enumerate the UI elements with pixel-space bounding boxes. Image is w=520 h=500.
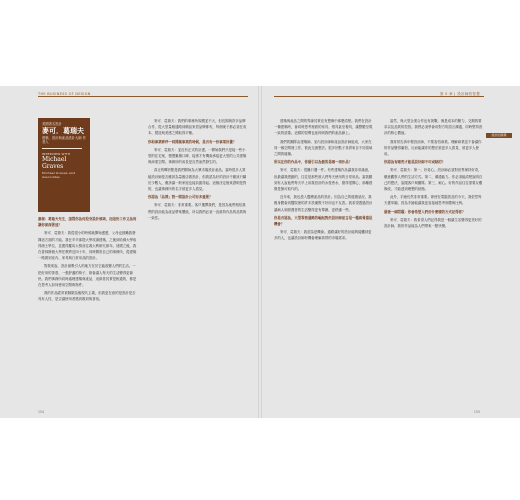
interviewee-name: 麥可．葛瑞夫 [42, 127, 84, 136]
right-column-1 [274, 118, 374, 406]
interview-question: 最後一個問題：你會希望人們用什麼樣的方式記得你？ [384, 209, 466, 214]
left-page [0, 86, 258, 418]
header-rule-left [38, 96, 248, 97]
interview-question: 嘉創：葛瑞夫先生，請問你為何投身設計領域，而這份工作又為何讓你深深著迷？ [38, 217, 137, 228]
body-paragraph: 對我來說，設計最吸引人的地方在於它能改變人們的生活。一把好用的茶壺、一張舒適的椅子，都會讓人每天的生活變得更愉快。我們事務所同時處理建築與產品，這兩者其實是相通的，都是在思考人如何使用空間與物件。 [38, 264, 137, 288]
page-number-left: 154 [38, 410, 45, 414]
body-paragraph: 建築與產品之間的界線其實沒有想像中那麼清楚。我們在設計一棟建築時，會同時思考裡面的家具、燈具甚至餐具，讓整體呈現一致的語彙。這樣的習慣也延伸到我們的產品線上。 [274, 119, 373, 136]
interview-question: 所以在你的作品中，你最引以為傲的是哪一項作品？ [274, 160, 352, 165]
interview-label: INTERVIEW WITH [42, 151, 71, 156]
body-paragraph: 麥可．葛瑞夫：我們的事務所規模並不大，但長期與許多品牌合作，從大型量販通路到精品家居品牌都有，每個案子都必須在成本、製造與美感之間取得平衡。 [148, 119, 247, 136]
body-paragraph: 麥可．葛瑞夫：第一，好奇心。設計師必須對世界保持好奇，願意觀察人們的生活方式。第二，溝通能力。你必須能清楚說明自己的想法，說服客戶與團隊。第三，耐心。好的作品往往需要反覆修改，才能達到理想的狀態。 [384, 168, 483, 192]
interview-question: 你認為「品牌」對一間設計公司有多重要？ [148, 195, 213, 200]
body-paragraph: 麥可．葛瑞夫：非常重要。客戶選擇我們，是因為他們相信我們的設計能為產品帶來價值，所以我們必須一直維持作品的品質與一致性。 [148, 203, 247, 220]
company-name: Michael Graves and Associates [42, 170, 76, 179]
intro-divider [42, 148, 82, 149]
running-head-right: 第 5 章 | 設計師的智慧 [439, 92, 480, 96]
interview-question: 你認為有哪些才能是設計師不可或缺的？ [384, 160, 446, 165]
body-paragraph: 我的作品經常被歸類為後現代主義，但我更在意的是設計是否具有人性、是否讓使用者感到親切與喜悅。 [38, 291, 136, 302]
body-paragraph: 麥可．葛瑞夫：我認為是機會。通路讓好的設計能夠接觸到更多的人，也讓設計師有機會理解真實的市場需求。 [274, 230, 372, 241]
page-number-right: 155 [473, 410, 480, 414]
interviewee-intro-box [38, 118, 90, 212]
left-column-2 [148, 118, 248, 406]
right-column-2 [384, 118, 484, 406]
interviewee-subtitle: 建築、設計與產品設計大師 作者人 [42, 136, 86, 145]
english-name: Michael Graves [42, 155, 67, 171]
body-paragraph: 麥可．葛瑞夫：並沒有正式的計畫。一開始我們只是接一些小型的住宅案，慢慢累積口碑，接著才有機會承接更大型的公共建築與商業空間。事務所的成長是自然而然發生的。 [148, 147, 247, 165]
running-head-left: THE BUSINESS OF DESIGN [38, 92, 91, 96]
chapter-thumb-tab: 設計的商業 [486, 133, 512, 138]
body-paragraph: 我們的團隊由建築師、室內設計師和產品設計師組成，大家在同一個空間裡工作，彼此交流想法。很多好點子其實來自不同領域之間的碰撞。 [274, 139, 373, 157]
right-page [262, 86, 520, 418]
left-column-1 [38, 216, 138, 406]
body-paragraph: 麥可．葛瑞夫：很難只選一件。有些建築作品讓我非常滿意，但最讓我感動的，往往是那些被人們每天使用的日常用品。當我聽到有人說他們每天早上用我設計的水壺煮水，覺得很開心，那種感覺是無可取代的。 [274, 168, 373, 192]
body-paragraph: 我常常告訴年輕設計師，不要害怕商業。理解商業並不會讓你的作品變得庸俗，反而能讓你的想法被更多人看見、被更多人使用。 [384, 139, 482, 157]
body-paragraph: 真正的轉折點是我們開始為大眾市場設計產品。當時很多人質疑設計師是否應該為量販店做設計，但我認為好的設計不應該只屬於少數人，應該讓一般家庭也能負擔得起。這個決定後來證明是對的，也讓事務所的名字被更多人看見。 [148, 168, 247, 192]
interview-question: 你是否認為，大型零售通路的崛起對於設計師而言是一種威脅還是機會？ [274, 215, 373, 227]
header-rule-right [274, 96, 484, 97]
book-spread [0, 86, 520, 418]
body-paragraph: 麥可．葛瑞夫：我從很小的時候就開始畫畫，父母也鼓勵我發揮這方面的才能。我在辛辛那提大學攻讀建築，之後到哈佛大學取得碩士學位，並獲得羅馬大獎前往義大利研究兩年。回國之後，我在普林斯頓大學任教將近四十年，同時開設自己的事務所，從建築一路做到室內、家具與日常用品的設計。 [38, 231, 137, 261]
body-paragraph: 此外，手繪仍然非常重要。即使在電腦普及的今天，我依然每天畫草圖，因為手繪能讓我更直接地思考形體與比例。 [384, 195, 482, 206]
body-paragraph: 麥可．葛瑞夫：我希望人們記得我是一個讓生活變得更美好的設計師，我的作品能為人們帶來一點快樂。 [384, 217, 482, 229]
interview-question: 你和事業夥伴一同開創事業的時候，是否有一份事業計畫？ [148, 139, 237, 144]
intro-kicker: 美國著名設計 [42, 122, 62, 126]
body-paragraph: 當然，與大型企業合作也有挑戰，像是成本的壓力、交期的要求以及品質的控管。我們必須學會用對方的語言溝通，同時堅持設計的核心價值。 [384, 119, 483, 136]
body-paragraph: 近年來，我也投入醫療產品的設計。因為自己的健康狀況，我親身體會到醫院裡的許多設備既不好用也不友善。我希望透過設計讓病人和照護者的生活變得更有尊嚴、更舒適一些。 [274, 195, 373, 212]
